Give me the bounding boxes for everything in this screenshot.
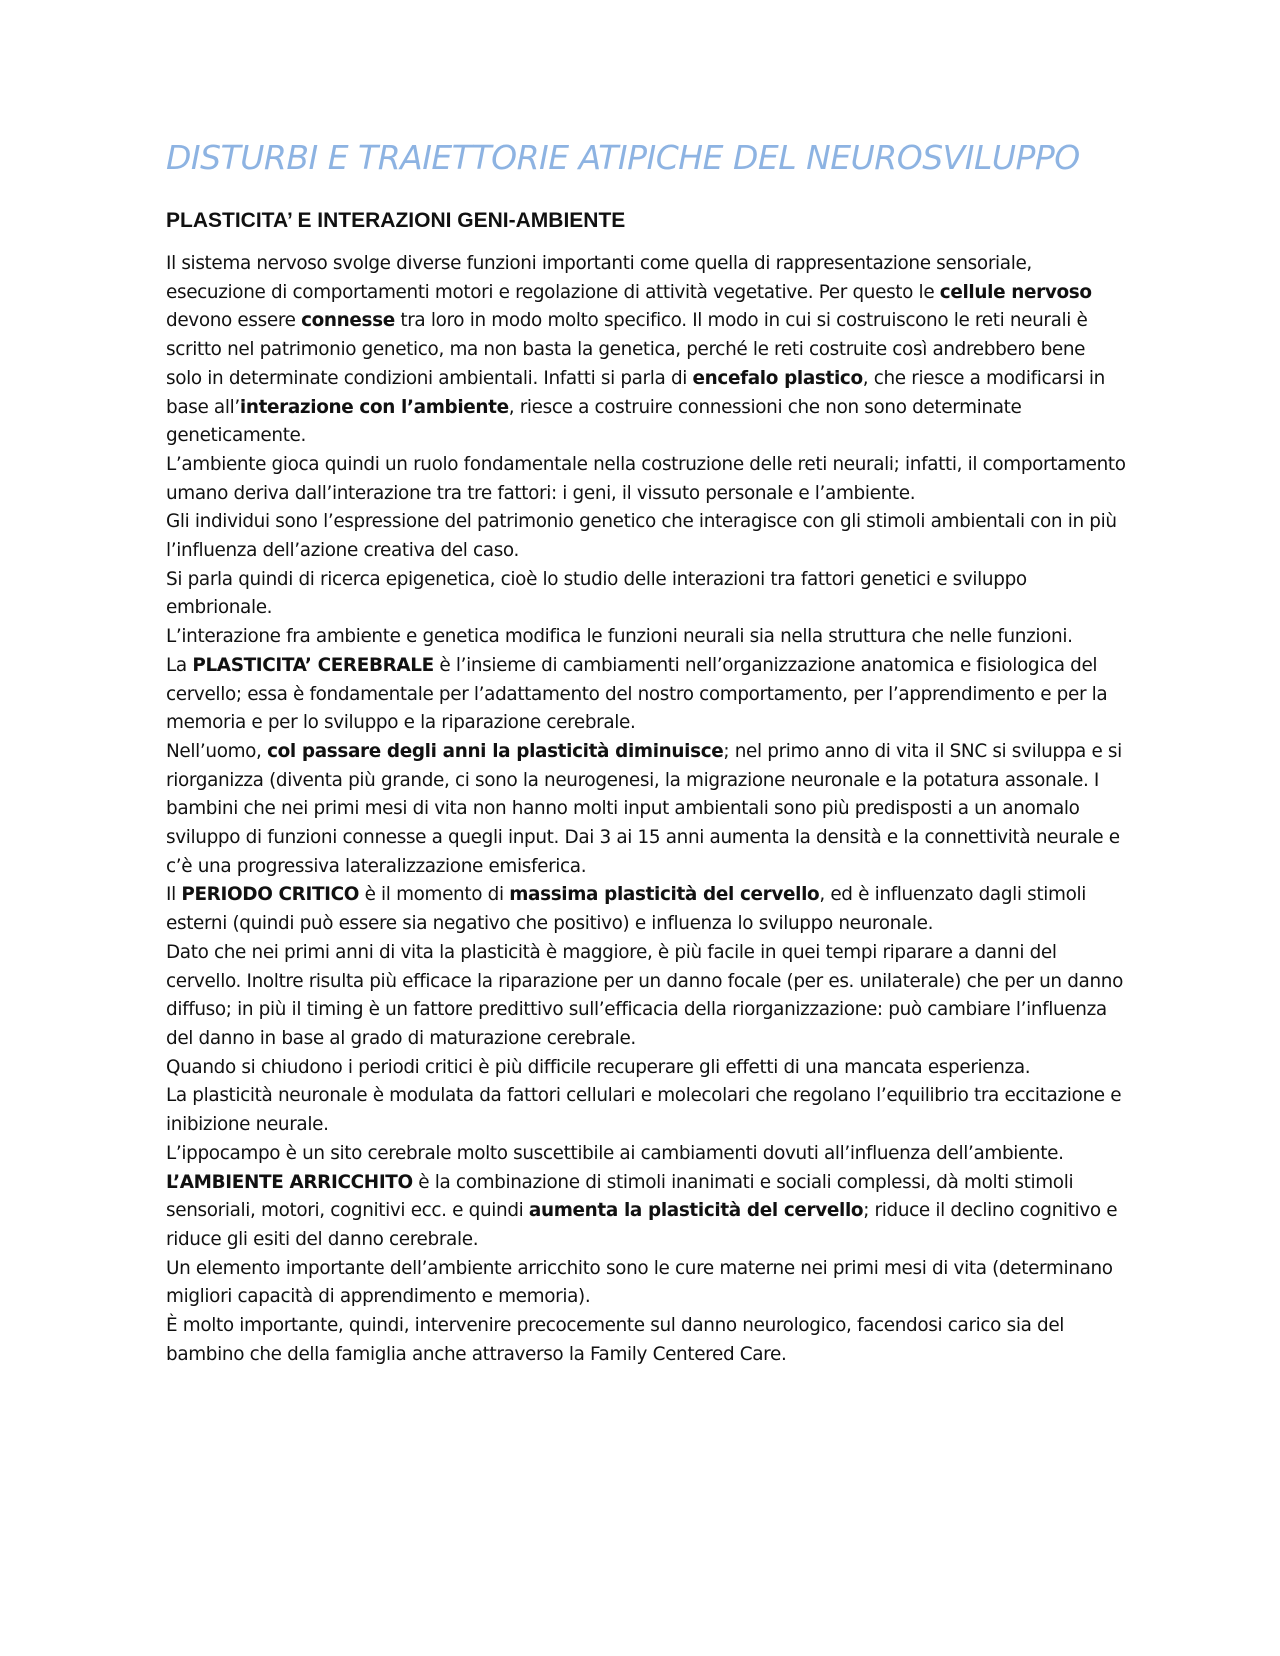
text-run: è la combinazione di stimoli inanimati e sociali complessi, dà molti stimoli sensoriali, motori, cognitivi ecc. e quindi	[166, 1171, 1074, 1222]
paragraph-3: Gli individui sono l’espressione del patrimonio genetico che interagisce con gli stimoli ambientali con in più l’influenza dell’azione creativa del caso.	[166, 511, 1117, 562]
text-run: , ed è influenzato dagli stimoli esterni (quindi può essere sia negativo che positivo) e influenza lo sviluppo neuronale.	[166, 884, 1087, 935]
paragraph-2: L’ambiente gioca quindi un ruolo fondamentale nella costruzione delle reti neurali; infatti, il comportamento umano deriva dall’interazione tra tre fattori: i geni, il vissuto personale e l’ambiente.	[166, 453, 1126, 504]
bold-run: col passare degli anni la plasticità diminuisce	[267, 740, 724, 762]
text-run: Il sistema nervoso svolge diverse funzioni importanti come quella di rappresentazione sensoriale, esecuzione di comportamenti motori e regolazione di attività vegetative. Per questo le	[166, 253, 1032, 303]
bold-run: connesse	[301, 310, 395, 332]
section-heading: PLASTICITA’ E INTERAZIONI GENI-AMBIENTE	[166, 209, 626, 232]
paragraph-5: L’interazione fra ambiente e genetica modifica le funzioni neurali sia nella struttura che nelle funzioni.	[166, 626, 1073, 648]
bold-run: encefalo plastico	[692, 367, 863, 389]
document-body	[166, 250, 1126, 1369]
text-run: , riesce a costruire connessioni che non sono determinate geneticamente.	[166, 396, 1022, 447]
text-run: La	[166, 654, 193, 676]
paragraph-12: L’ippocampo è un sito cerebrale molto suscettibile ai cambiamenti dovuti all’influenza dell’ambiente.	[166, 1142, 1064, 1164]
paragraph-15: È molto importante, quindi, intervenire precocemente sul danno neurologico, facendosi carico sia del bambino che della famiglia anche attraverso la Family Centered Care.	[166, 1315, 1065, 1365]
paragraph-8	[166, 881, 1126, 938]
text-run: ; riduce il declino cognitivo e riduce gli esiti del danno cerebrale.	[166, 1200, 1118, 1250]
bold-run: massima plasticità del cervello	[509, 884, 820, 906]
text-run: Il	[166, 884, 182, 906]
paragraph-1	[166, 250, 1126, 451]
bold-run: PERIODO CRITICO	[181, 884, 360, 906]
paragraph-9: Dato che nei primi anni di vita la plasticità è maggiore, è più facile in quei tempi riparare a danni del cervello. Inoltre risulta più efficace la riparazione per un danno focale (per es. unilaterale) che per un danno diffuso; in più il timing è un fattore predittivo sull’efficacia della riorganizzazione: può cambiare l’influenza del danno in base al grado di maturazione cerebrale.	[166, 941, 1123, 1049]
text-run: Nell’uomo,	[166, 740, 268, 762]
bold-run: aumenta la plasticità del cervello	[528, 1200, 864, 1222]
text-run: ; nel primo anno di vita il SNC si sviluppa e si riorganizza (diventa più grande, ci sono la neurogenesi, la migrazione neuronale e la potatura assonale. I bambini che nei primi mesi di vita non hanno molti input ambientali sono più predisposti a un anomalo sviluppo di funzioni connesse a quegli input. Dai 3 ai 15 anni aumenta la densità e la connettività neurale e c’è una progressiva lateralizzazione emisferica.	[166, 740, 1122, 877]
document-content	[166, 136, 1126, 1369]
bold-run: interazione con l’ambiente	[239, 396, 509, 418]
text-run: tra loro in modo molto specifico. Il modo in cui si costruiscono le reti neurali è scritto nel patrimonio genetico, ma non basta la genetica, perché le reti costruite così andrebbero bene solo in determinate condizioni ambientali. Infatti si parla di	[166, 310, 1088, 389]
bold-run: PLASTICITA’ CEREBRALE	[192, 654, 434, 676]
document-title: DISTURBI E TRAIETTORIE ATIPICHE DEL NEUROSVILUPPO	[166, 138, 1080, 177]
text-run: è il momento di	[359, 884, 510, 906]
text-run: è l’insieme di cambiamenti nell’organizzazione anatomica e fisiologica del cervello; essa è fondamentale per l’adattamento del nostro comportamento, per l’apprendimento e per la memoria e per lo sviluppo e la riparazione cerebrale.	[166, 654, 1108, 734]
paragraph-14: Un elemento importante dell’ambiente arricchito sono le cure materne nei primi mesi di vita (determinano migliori capacità di apprendimento e memoria).	[166, 1257, 1113, 1308]
paragraph-7	[166, 738, 1126, 882]
text-run: devono essere	[166, 310, 302, 332]
paragraph-4: Si parla quindi di ricerca epigenetica, cioè lo studio delle interazioni tra fattori genetici e sviluppo embrionale.	[166, 568, 1027, 619]
paragraph-11: La plasticità neuronale è modulata da fattori cellulari e molecolari che regolano l’equilibrio tra eccitazione e inibizione neurale.	[166, 1085, 1122, 1136]
paragraph-10: Quando si chiudono i periodi critici è più difficile recuperare gli effetti di una mancata esperienza.	[166, 1056, 1031, 1078]
bold-run: L’AMBIENTE ARRICCHITO	[166, 1171, 413, 1193]
paragraph-13	[166, 1169, 1126, 1255]
paragraph-6	[166, 652, 1126, 738]
text-run: , che riesce a modificarsi in base all’	[166, 367, 1105, 418]
bold-run: cellule nervoso	[939, 281, 1092, 303]
